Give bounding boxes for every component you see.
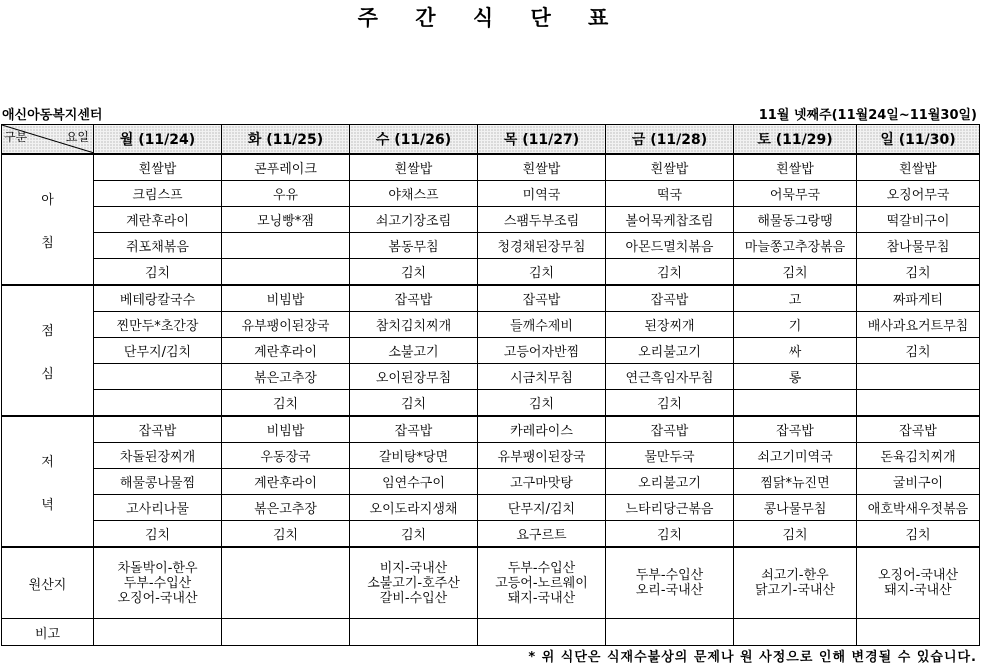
menu-row (2, 285, 980, 312)
day-header: 일 (11/30) (857, 125, 980, 155)
origin-cell (350, 547, 478, 619)
origin-cell (222, 547, 350, 619)
menu-row (2, 207, 980, 233)
dish-cell: 갈비탕*당면 (350, 443, 478, 469)
dish-cell: 고 (734, 285, 857, 312)
dish-cell: 배사과요거트무침 (857, 312, 980, 338)
dish-cell: 흰쌀밥 (857, 154, 980, 181)
dish-cell: 비빔밥 (222, 285, 350, 312)
note-row (2, 619, 980, 646)
menu-row (2, 154, 980, 181)
note-cell (478, 619, 606, 646)
note-cell (606, 619, 734, 646)
dish-cell: 계란후라이 (222, 469, 350, 495)
dish-cell (857, 390, 980, 417)
menu-row (2, 469, 980, 495)
dish-cell: 잡곡밥 (94, 416, 222, 443)
origin-line: 쇠고기-한우 (761, 568, 829, 583)
dish-cell: 잡곡밥 (350, 285, 478, 312)
menu-row (2, 390, 980, 417)
menu-row (2, 338, 980, 364)
dish-cell: 짜파게티 (857, 285, 980, 312)
dish-cell: 단무지/김치 (94, 338, 222, 364)
center-name: 애신아동복지센터 (2, 108, 103, 123)
note-cell (350, 619, 478, 646)
dish-cell: 흰쌀밥 (94, 154, 222, 181)
note-label: 비고 (2, 619, 94, 646)
dish-cell: 해물콩나물찜 (94, 469, 222, 495)
origin-line: 차돌박이-한우 (117, 560, 198, 576)
dish-cell: 참치김치찌개 (350, 312, 478, 338)
dish-cell: 오징어무국 (857, 181, 980, 207)
dish-cell: 김치 (94, 259, 222, 286)
dish-cell: 잡곡밥 (734, 416, 857, 443)
origin-cell (606, 547, 734, 619)
dish-cell: 쥐포채볶음 (94, 233, 222, 259)
dish-cell: 들깨수제비 (478, 312, 606, 338)
dish-cell (857, 364, 980, 390)
dish-cell: 모닝빵*잼 (222, 207, 350, 233)
menu-row (2, 495, 980, 521)
dish-cell: 김치 (606, 521, 734, 548)
dish-cell (94, 390, 222, 417)
dish-cell (94, 364, 222, 390)
origin-line: 두부-수입산 (507, 560, 576, 576)
dish-cell: 굴비구이 (857, 469, 980, 495)
dish-cell: 잡곡밥 (857, 416, 980, 443)
dish-cell: 떡국 (606, 181, 734, 207)
meal-label-bottom: 침 (41, 235, 54, 251)
menu-row (2, 364, 980, 390)
dish-cell: 단무지/김치 (478, 495, 606, 521)
dish-cell: 찜닭*뉴진면 (734, 469, 857, 495)
dish-cell: 돈육김치찌개 (857, 443, 980, 469)
dish-cell: 유부팽이된장국 (222, 312, 350, 338)
meal-label-bottom: 심 (41, 366, 54, 382)
origin-line: 고등어-노르웨이 (495, 575, 588, 591)
dish-cell: 흰쌀밥 (478, 154, 606, 181)
note-cell (734, 619, 857, 646)
dish-cell: 아몬드멸치볶음 (606, 233, 734, 259)
dish-cell: 김치 (350, 259, 478, 286)
note-cell (222, 619, 350, 646)
dish-cell: 소불고기 (350, 338, 478, 364)
day-header: 월 (11/24) (94, 125, 222, 155)
dish-cell: 차돌된장찌개 (94, 443, 222, 469)
dish-cell: 참나물무침 (857, 233, 980, 259)
origin-row (2, 547, 980, 619)
dish-cell: 김치 (606, 259, 734, 286)
dish-cell: 잡곡밥 (606, 285, 734, 312)
dish-cell: 연근흑임자무침 (606, 364, 734, 390)
dish-cell: 임연수구이 (350, 469, 478, 495)
week-label: 11월 넷째주(11월24일~11월30일) (758, 108, 977, 123)
dish-cell: 카레라이스 (478, 416, 606, 443)
dish-cell: 계란후라이 (94, 207, 222, 233)
dish-cell: 김치 (734, 259, 857, 286)
dish-cell: 계란후라이 (222, 338, 350, 364)
day-header: 금 (11/28) (606, 125, 734, 155)
origin-cell (857, 547, 980, 619)
origin-line: 두부-수입산 (635, 568, 704, 583)
menu-row (2, 443, 980, 469)
footnote: * 위 식단은 식재수불상의 문제나 원 사정으로 인해 변경될 수 있습니다. (528, 650, 977, 665)
dish-cell: 크림스프 (94, 181, 222, 207)
dish-cell: 김치 (350, 390, 478, 417)
dish-cell: 김치 (734, 521, 857, 548)
origin-line: 돼지-국내산 (507, 590, 576, 606)
dish-cell: 볶은고추장 (222, 495, 350, 521)
dish-cell: 김치 (222, 390, 350, 417)
dish-cell: 우유 (222, 181, 350, 207)
dish-cell (222, 233, 350, 259)
corner-cell (2, 125, 94, 155)
dish-cell: 물만두국 (606, 443, 734, 469)
meal-label-bottom: 녁 (41, 497, 54, 513)
dish-cell: 콩나물무침 (734, 495, 857, 521)
dish-cell: 볶은고추장 (222, 364, 350, 390)
dish-cell: 김치 (857, 259, 980, 286)
dish-cell: 찐만두*초간장 (94, 312, 222, 338)
day-header: 수 (11/26) (350, 125, 478, 155)
origin-line: 오리-국내산 (635, 583, 704, 598)
dish-cell (222, 259, 350, 286)
dish-cell: 고사리나물 (94, 495, 222, 521)
dish-cell: 쇠고기미역국 (734, 443, 857, 469)
dish-cell: 스팸두부조림 (478, 207, 606, 233)
dish-cell: 애호박새우젓볶음 (857, 495, 980, 521)
dish-cell: 흰쌀밥 (606, 154, 734, 181)
dish-cell: 김치 (857, 338, 980, 364)
origin-line: 닭고기-국내산 (754, 583, 836, 598)
dish-cell: 싸 (734, 338, 857, 364)
origin-line: 두부-수입산 (123, 575, 192, 591)
corner-label-day: 요일 (65, 130, 89, 144)
dish-cell: 야채스프 (350, 181, 478, 207)
dish-cell: 청경채된장무침 (478, 233, 606, 259)
menu-row (2, 181, 980, 207)
dish-cell: 고등어자반찜 (478, 338, 606, 364)
menu-row (2, 521, 980, 548)
day-header: 토 (11/29) (734, 125, 857, 155)
dish-cell: 김치 (857, 521, 980, 548)
dish-cell: 어묵무국 (734, 181, 857, 207)
dish-cell: 롱 (734, 364, 857, 390)
dish-cell: 쇠고기장조림 (350, 207, 478, 233)
meal-label-top: 저 (41, 454, 54, 470)
dish-cell: 콘푸레이크 (222, 154, 350, 181)
origin-line: 오징어-국내산 (117, 590, 198, 606)
dish-cell: 떡갈비구이 (857, 207, 980, 233)
origin-label: 원산지 (2, 547, 94, 619)
dish-cell: 잡곡밥 (606, 416, 734, 443)
dish-cell: 오리불고기 (606, 338, 734, 364)
dish-cell: 봄동무침 (350, 233, 478, 259)
page-title: 주 간 식 단 표 (357, 6, 624, 30)
dish-cell: 볼어묵케찹조림 (606, 207, 734, 233)
note-cell (94, 619, 222, 646)
origin-cell (734, 547, 857, 619)
note-cell (857, 619, 980, 646)
origin-line: 비지-국내산 (379, 560, 448, 576)
meal-label-breakfast (2, 154, 94, 285)
dish-cell: 미역국 (478, 181, 606, 207)
dish-cell: 김치 (478, 259, 606, 286)
day-header: 화 (11/25) (222, 125, 350, 155)
dish-cell: 베테랑칼국수 (94, 285, 222, 312)
dish-cell: 우동장국 (222, 443, 350, 469)
dish-cell: 흰쌀밥 (350, 154, 478, 181)
origin-line: 갈비-수입산 (379, 590, 448, 606)
meal-label-dinner (2, 416, 94, 547)
menu-table (1, 124, 980, 646)
dish-cell (734, 390, 857, 417)
dish-cell: 마늘쫑고추장볶음 (734, 233, 857, 259)
dish-cell: 해물동그랑땡 (734, 207, 857, 233)
menu-row (2, 416, 980, 443)
menu-row (2, 312, 980, 338)
origin-line: 오징어-국내산 (877, 568, 959, 583)
corner-label-category: 구분 (4, 130, 28, 144)
menu-row (2, 259, 980, 286)
dish-cell: 유부팽이된장국 (478, 443, 606, 469)
dish-cell: 된장찌개 (606, 312, 734, 338)
dish-cell: 요구르트 (478, 521, 606, 548)
dish-cell: 김치 (94, 521, 222, 548)
dish-cell: 김치 (478, 390, 606, 417)
dish-cell: 비빔밥 (222, 416, 350, 443)
dish-cell: 시금치무침 (478, 364, 606, 390)
dish-cell: 김치 (606, 390, 734, 417)
dish-cell: 오리불고기 (606, 469, 734, 495)
dish-cell: 김치 (350, 521, 478, 548)
dish-cell: 흰쌀밥 (734, 154, 857, 181)
dish-cell: 김치 (222, 521, 350, 548)
dish-cell: 고구마맛탕 (478, 469, 606, 495)
dish-cell: 오이도라지생채 (350, 495, 478, 521)
origin-line: 소불고기-호주산 (367, 575, 460, 591)
origin-line: 돼지-국내산 (884, 583, 952, 598)
header-row (2, 125, 980, 155)
dish-cell: 느타리당근볶음 (606, 495, 734, 521)
origin-cell (94, 547, 222, 619)
meal-label-lunch (2, 285, 94, 416)
dish-cell: 잡곡밥 (350, 416, 478, 443)
dish-cell: 오이된장무침 (350, 364, 478, 390)
origin-cell (478, 547, 606, 619)
dish-cell: 기 (734, 312, 857, 338)
meal-label-top: 점 (41, 323, 54, 339)
day-header: 목 (11/27) (478, 125, 606, 155)
menu-row (2, 233, 980, 259)
dish-cell: 잡곡밥 (478, 285, 606, 312)
meal-label-top: 아 (41, 192, 54, 208)
